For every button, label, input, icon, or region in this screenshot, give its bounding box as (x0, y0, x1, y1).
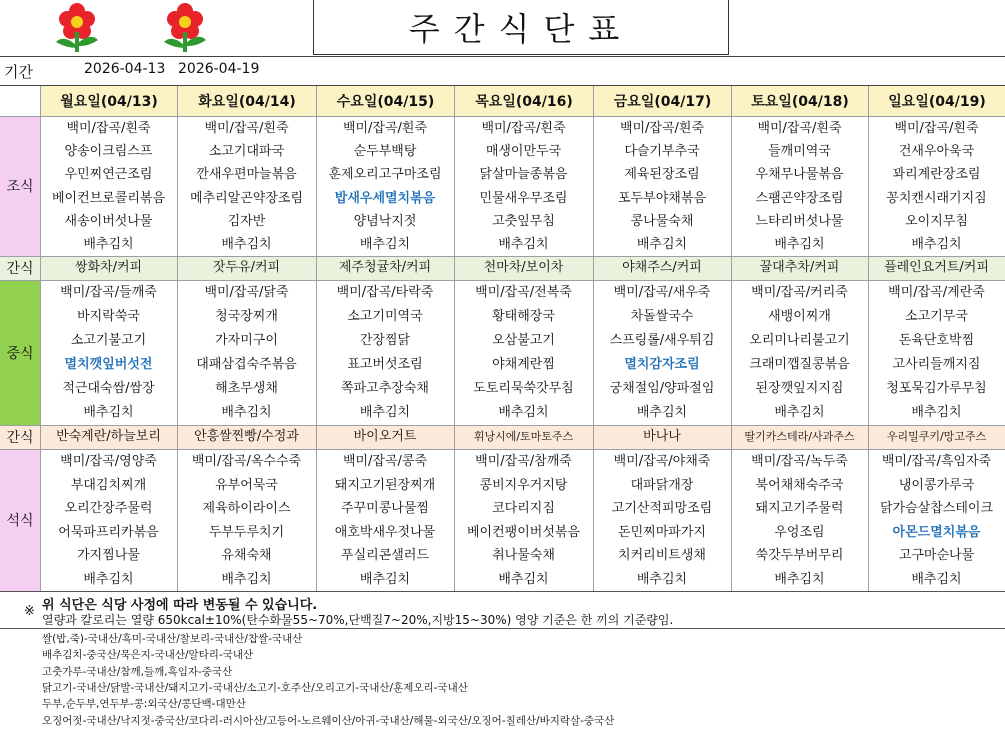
snack2-item: 딸기카스테라/사과주스 (744, 430, 855, 443)
lunch-item: 백미/잡곡/들깨죽 (60, 285, 157, 300)
snack1-item: 플레인요거트/커피 (884, 260, 989, 275)
origin-line: 닭고기-국내산/닭발-국내산/돼지고기-국내산/소고기-호주산/오리고기-국내산/훈제오리-국내산 (42, 681, 468, 694)
breakfast-item: 배추김치 (636, 237, 688, 252)
dinner-item: 배추김치 (498, 571, 549, 587)
lunch-item: 백미/잡곡/타락죽 (336, 285, 434, 300)
dinner-item: 치커리비트생채 (618, 548, 706, 563)
day-header: 토요일(04/18) (731, 86, 868, 116)
dinner-item: 백미/잡곡/참깨죽 (475, 454, 572, 469)
dinner-item: 배추김치 (774, 571, 825, 587)
dinner-item: 오리간장주물럭 (64, 501, 153, 516)
origin-line: 두부,순두부,연두부-콩:외국산/콩단백-대만산 (42, 698, 246, 711)
breakfast-item: 민물새우무조림 (479, 190, 568, 206)
origin-line: 쌀(밥,죽)-국내산/흑미-국내산/찰보리-국내산/찹쌀-국내산 (42, 633, 303, 645)
breakfast-item: 메추리알곤약장조림 (189, 190, 304, 206)
dinner-item: 대파닭개장 (630, 477, 694, 493)
breakfast-item: 양송이크림스프 (64, 144, 153, 160)
dinner-item: 푸실리콘샐러드 (341, 548, 429, 563)
dinner-item: 냉이콩가루국 (898, 477, 975, 493)
breakfast-item: 베이컨브로콜리볶음 (51, 190, 166, 206)
lunch-item: 멸치감자조림 (624, 357, 700, 372)
period-label: 기간 (4, 63, 33, 81)
day-header: 일요일(04/19) (868, 86, 1005, 116)
lunch-item: 소고기무국 (905, 309, 968, 324)
dinner-item: 백미/잡곡/야채죽 (613, 454, 711, 469)
dinner-item: 콩비지우거지탕 (479, 477, 568, 493)
breakfast-item: 새송이버섯나물 (64, 213, 153, 229)
breakfast-item: 백미/잡곡/흰죽 (481, 121, 566, 136)
day-header: 수요일(04/15) (316, 86, 454, 116)
dinner-item: 취나물숙채 (492, 548, 555, 563)
period-end: 2026-04-19 (178, 61, 260, 77)
day-header: 월요일(04/13) (40, 86, 177, 116)
dinner-item: 쑥갓두부버무리 (755, 548, 844, 563)
lunch-item: 궁채절임/양파절임 (609, 381, 715, 396)
dinner-item: 배추김치 (359, 571, 411, 587)
lunch-item: 도토리묵쑥갓무침 (473, 381, 574, 396)
lunch-item: 크래미깹질콩볶음 (749, 357, 850, 372)
breakfast-item: 오이지무침 (905, 213, 968, 229)
note-line-1: 위 식단은 식당 사정에 따라 변동될 수 있습니다. (42, 598, 318, 613)
snack1-item: 쌍화차/커피 (74, 260, 143, 275)
meal-label-snack2: 간식 (0, 425, 40, 449)
breakfast-item: 양념낙지젓 (353, 213, 417, 229)
lunch-item: 새뱅이찌개 (768, 309, 831, 324)
snack2-item: 안흥쌀찐빵/수정과 (194, 429, 299, 444)
breakfast-item: 제육된장조림 (624, 167, 700, 183)
dinner-item: 아몬드멸치볶음 (892, 524, 981, 540)
dinner-item: 돼지고기주물럭 (755, 501, 844, 516)
lunch-item: 배추김치 (774, 405, 825, 420)
dinner-item: 북어채채숙주국 (755, 477, 844, 493)
breakfast-item: 깐새우편마늘볶음 (196, 167, 297, 183)
lunch-item: 간장찜닭 (359, 333, 411, 348)
lunch-item: 황태해장국 (492, 309, 555, 324)
lunch-item: 스프링롤/새우튀김 (609, 333, 715, 348)
period-start: 2026-04-13 (84, 61, 166, 77)
dinner-item: 부대김치찌개 (70, 477, 147, 493)
breakfast-item: 꽁치캔시래기지짐 (886, 190, 987, 206)
lunch-item: 배추김치 (636, 405, 688, 420)
snack1-item: 야채주스/커피 (622, 260, 702, 275)
breakfast-item: 백미/잡곡/흰죽 (204, 121, 289, 136)
dinner-item: 베이컨팽이버섯볶음 (466, 524, 581, 540)
breakfast-item: 김자반 (227, 213, 266, 229)
dinner-item: 백미/잡곡/영양죽 (60, 454, 157, 469)
dinner-item: 돈민찌마파가지 (618, 524, 706, 540)
breakfast-item: 고춧잎무침 (492, 213, 555, 229)
breakfast-item: 우민찌연근조림 (64, 167, 153, 183)
dinner-item: 고기산적피망조림 (611, 501, 713, 516)
breakfast-item: 닭살마늘종볶음 (479, 167, 568, 183)
lunch-item: 배추김치 (498, 405, 549, 420)
breakfast-item: 배추김치 (774, 237, 825, 252)
day-header: 금요일(04/17) (593, 86, 731, 116)
lunch-item: 대패삼겹숙주볶음 (196, 357, 297, 372)
dinner-item: 두부두루치기 (208, 524, 285, 540)
lunch-item: 배추김치 (83, 405, 134, 420)
breakfast-item: 다슬기부추국 (624, 144, 700, 160)
lunch-item: 바지락쑥국 (77, 309, 140, 324)
dinner-item: 유채숙채 (221, 548, 272, 563)
dinner-item: 유부어묵국 (215, 477, 278, 493)
breakfast-item: 밥새우세멸치볶음 (334, 190, 436, 206)
lunch-item: 멸치깻잎버섯전 (64, 357, 153, 372)
breakfast-item: 백미/잡곡/흰죽 (619, 121, 705, 136)
dinner-item: 닭가슴살찹스테이크 (879, 501, 994, 516)
lunch-item: 백미/잡곡/닭죽 (204, 285, 289, 300)
breakfast-item: 스팸곤약장조림 (755, 190, 844, 206)
lunch-item: 백미/잡곡/새우죽 (613, 285, 711, 300)
lunch-item: 청국장찌개 (215, 309, 278, 324)
lunch-item: 고사리들깨지짐 (892, 357, 981, 372)
dinner-item: 우엉조림 (774, 524, 825, 540)
breakfast-item: 콩나물숙채 (630, 213, 694, 229)
dinner-item: 고구마순나물 (898, 548, 975, 563)
snack2-item: 우리밀쿠키/망고주스 (886, 430, 987, 443)
lunch-item: 차돌쌀국수 (630, 309, 694, 324)
dinner-item: 백미/잡곡/옥수수죽 (191, 454, 302, 469)
dinner-item: 제육하이라이스 (202, 501, 291, 516)
breakfast-item: 우채무나물볶음 (755, 167, 844, 183)
breakfast-item: 백미/잡곡/흰죽 (757, 121, 842, 136)
note-asterisk: ※ (24, 604, 35, 619)
flower-icon (42, 2, 112, 54)
origin-line: 배추김치-중국산/묵은지-국내산/알타리-국내산 (42, 649, 254, 662)
breakfast-item: 배추김치 (498, 237, 549, 252)
lunch-item: 배추김치 (359, 405, 411, 420)
breakfast-item: 들깨미역국 (768, 144, 831, 160)
lunch-item: 배추김치 (221, 405, 272, 420)
day-header: 화요일(04/14) (177, 86, 316, 116)
lunch-item: 쪽파고추장숙채 (341, 381, 429, 396)
breakfast-item: 백미/잡곡/흰죽 (66, 121, 151, 136)
snack1-item: 잣두유/커피 (212, 260, 281, 275)
page-title: 주간식단표 (313, 0, 729, 55)
breakfast-item: 백미/잡곡/흰죽 (342, 121, 428, 136)
snack2-item: 바나나 (643, 429, 681, 444)
lunch-item: 적근대숙쌈/쌈장 (62, 381, 155, 396)
snack2-item: 바이오거트 (353, 429, 417, 444)
dinner-item: 백미/잡곡/콩죽 (342, 454, 428, 469)
dinner-item: 배추김치 (221, 571, 272, 587)
lunch-item: 배추김치 (911, 405, 962, 420)
lunch-item: 가자미구이 (215, 333, 278, 348)
lunch-item: 표고버섯조림 (347, 357, 423, 372)
flower-icon (150, 2, 220, 54)
breakfast-item: 느타리버섯나물 (755, 213, 844, 229)
lunch-item: 청포묵김가루무침 (886, 381, 987, 396)
lunch-item: 소고기미역국 (347, 309, 423, 324)
lunch-item: 해초무생채 (215, 381, 278, 396)
breakfast-item: 배추김치 (911, 237, 962, 252)
dinner-item: 가지찜나물 (77, 548, 140, 563)
dinner-item: 백미/잡곡/녹두죽 (751, 454, 848, 469)
lunch-item: 된장깻잎지지짐 (755, 381, 844, 396)
lunch-item: 돈육단호박찜 (898, 333, 975, 348)
breakfast-item: 건새우아욱국 (898, 144, 975, 160)
breakfast-item: 매생이만두국 (485, 144, 562, 160)
snack1-item: 꿀대추차/커피 (759, 260, 840, 275)
breakfast-item: 백미/잡곡/흰죽 (894, 121, 979, 136)
dinner-item: 어묵파프리카볶음 (58, 524, 159, 540)
lunch-item: 오삼불고기 (492, 333, 555, 348)
dinner-item: 배추김치 (636, 571, 688, 587)
meal-label-breakfast: 조식 (0, 116, 40, 256)
dinner-item: 주꾸미콩나물찜 (341, 501, 429, 516)
note-line-2: 열량과 칼로리는 열량 650kcal±10%(탄수화물55~70%,단백질7~20%,지방15~30%) 영양 기준은 한 끼의 기준량임. (42, 613, 674, 627)
dinner-item: 코다리지짐 (492, 501, 555, 516)
snack1-item: 제주청귤차/커피 (338, 260, 432, 275)
lunch-item: 백미/잡곡/계란죽 (888, 285, 985, 300)
breakfast-item: 포두부야채볶음 (618, 190, 706, 206)
breakfast-item: 훈제오리고구마조림 (328, 167, 442, 183)
lunch-item: 백미/잡곡/전복죽 (475, 285, 572, 300)
meal-label-dinner: 석식 (0, 449, 40, 591)
lunch-item: 백미/잡곡/커리죽 (751, 285, 848, 300)
dinner-item: 배추김치 (83, 571, 134, 587)
breakfast-item: 배추김치 (359, 237, 411, 252)
day-header: 목요일(04/16) (454, 86, 593, 116)
breakfast-item: 꽈리계란장조림 (892, 167, 981, 183)
snack2-item: 휘낭시에/토마토주스 (473, 430, 574, 443)
snack1-item: 천마차/보이차 (483, 260, 564, 275)
snack2-item: 반숙계란/하늘보리 (56, 429, 161, 444)
lunch-item: 소고기불고기 (70, 333, 147, 348)
lunch-item: 야채계란찜 (492, 357, 555, 372)
lunch-item: 오리미나리불고기 (749, 333, 850, 348)
breakfast-item: 순두부백탕 (353, 144, 417, 160)
breakfast-item: 배추김치 (221, 237, 272, 252)
meal-label-snack1: 간식 (0, 256, 40, 280)
origin-line: 고춧가루-국내산/참깨,들깨,흑임자-중국산 (42, 665, 233, 678)
origin-line: 오징어젓-국내산/낙지젓-중국산/코다리-러시아산/고등어-노르웨이산/아귀-국내산/해물-외국산/오징어-칠레산/바지락살-중국산 (42, 714, 615, 727)
breakfast-item: 배추김치 (83, 237, 134, 252)
dinner-item: 애호박새우젓나물 (334, 524, 436, 540)
meal-label-lunch: 중식 (0, 280, 40, 425)
dinner-item: 배추김치 (911, 571, 962, 587)
dinner-item: 백미/잡곡/흑임자죽 (881, 454, 992, 469)
dinner-item: 돼지고기된장찌개 (334, 477, 436, 493)
breakfast-item: 소고기대파국 (208, 144, 285, 160)
